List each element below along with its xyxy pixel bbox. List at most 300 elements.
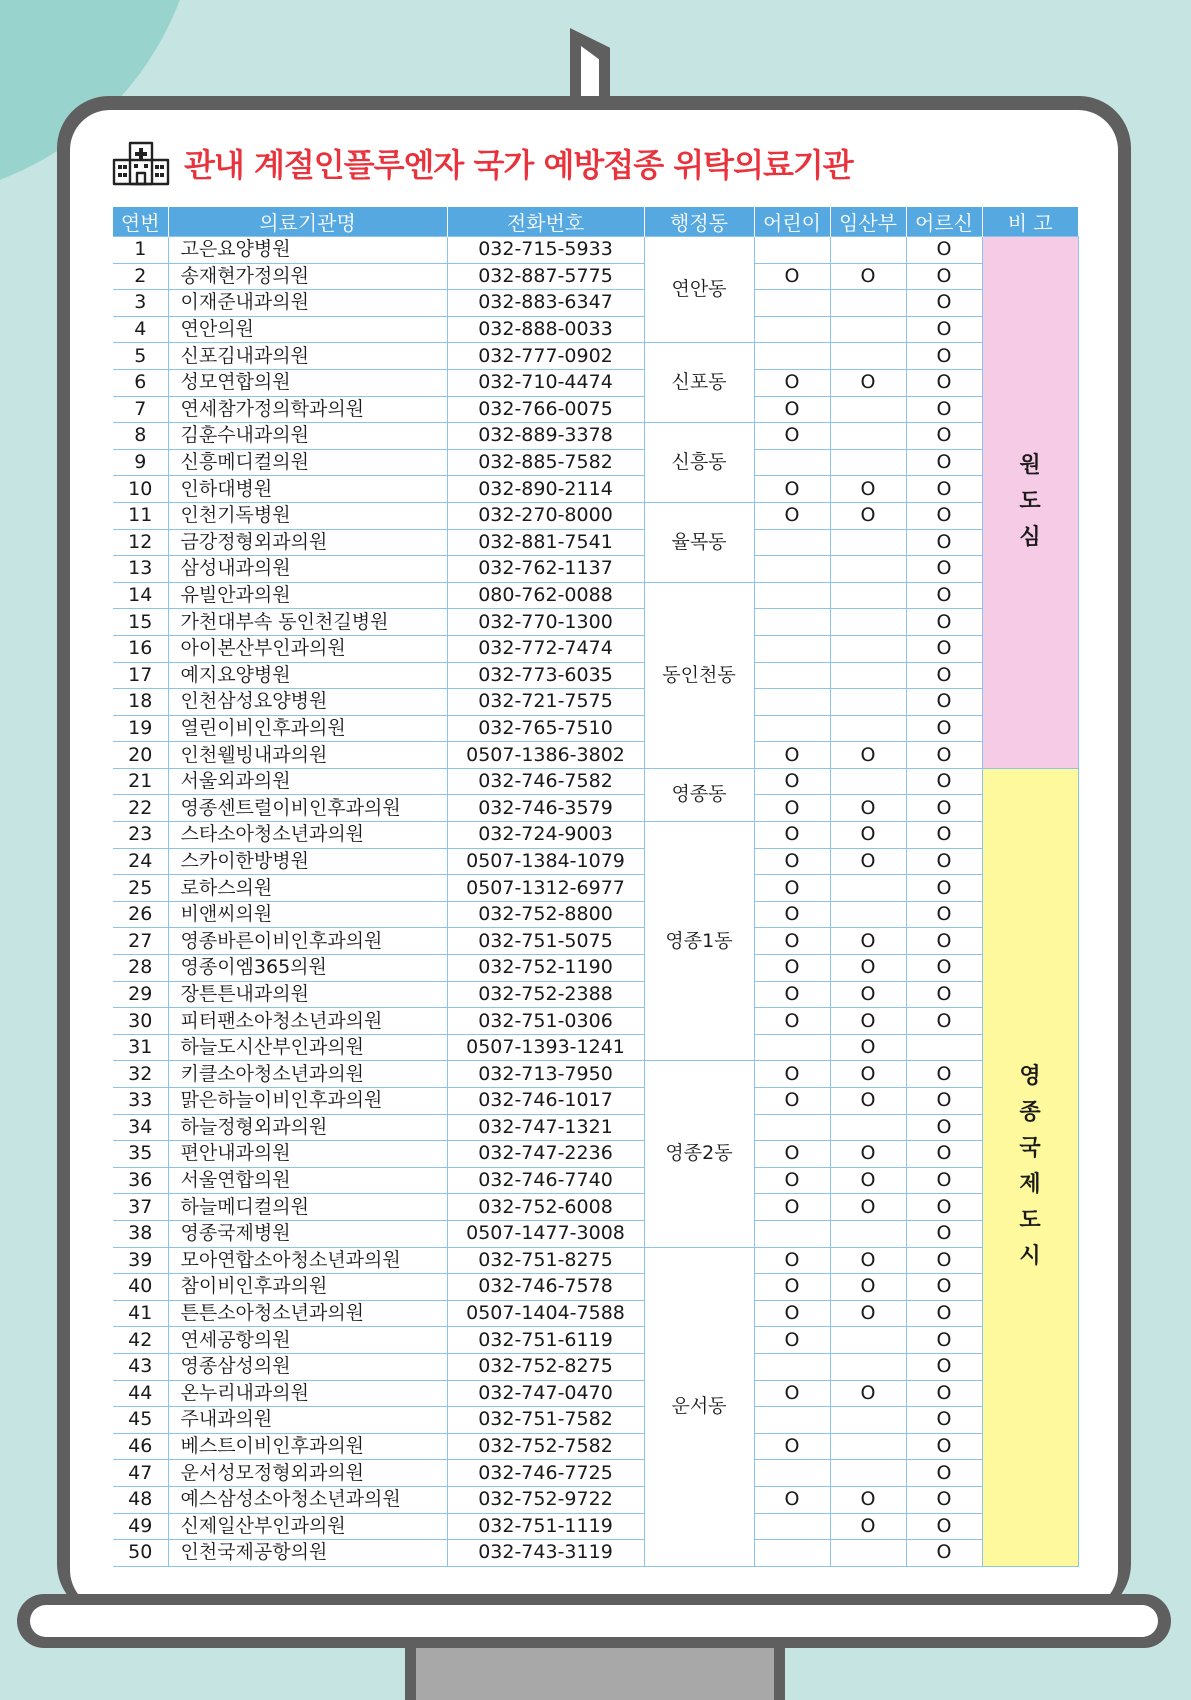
cell-name: 온누리내과의원 bbox=[168, 1380, 447, 1407]
stand-post-inner bbox=[416, 1640, 774, 1700]
cell-senior: O bbox=[906, 635, 982, 662]
region-label: 원도심 bbox=[1019, 453, 1041, 551]
table-row bbox=[113, 369, 1078, 396]
cell-phone: 032-724-9003 bbox=[447, 822, 644, 849]
cell-phone: 0507-1477-3008 bbox=[447, 1220, 644, 1247]
cell-pregnant bbox=[830, 237, 906, 264]
cell-phone: 032-772-7474 bbox=[447, 635, 644, 662]
cell-pregnant bbox=[830, 901, 906, 928]
table-row bbox=[113, 1353, 1078, 1380]
cell-senior: O bbox=[906, 1008, 982, 1035]
cell-no: 13 bbox=[113, 556, 168, 583]
cell-child: O bbox=[754, 768, 830, 795]
cell-child bbox=[754, 1220, 830, 1247]
cell-name: 모아연합소아청소년과의원 bbox=[168, 1247, 447, 1274]
table-row bbox=[113, 1486, 1078, 1513]
table-row bbox=[113, 1088, 1078, 1115]
cell-senior: O bbox=[906, 981, 982, 1008]
cell-name: 예지요양병원 bbox=[168, 662, 447, 689]
table-row bbox=[113, 1167, 1078, 1194]
table-row bbox=[113, 1034, 1078, 1061]
table-row bbox=[113, 955, 1078, 982]
cell-no: 38 bbox=[113, 1220, 168, 1247]
cell-phone: 032-889-3378 bbox=[447, 423, 644, 450]
cell-child bbox=[754, 715, 830, 742]
cell-child bbox=[754, 449, 830, 476]
cell-phone: 0507-1312-6977 bbox=[447, 875, 644, 902]
cell-name: 이재준내과의원 bbox=[168, 290, 447, 317]
table-row bbox=[113, 556, 1078, 583]
cell-phone: 032-746-1017 bbox=[447, 1088, 644, 1115]
cell-no: 43 bbox=[113, 1353, 168, 1380]
cell-name: 영종이엠365의원 bbox=[168, 955, 447, 982]
cell-child: O bbox=[754, 1327, 830, 1354]
cell-child bbox=[754, 343, 830, 370]
cell-senior: O bbox=[906, 742, 982, 769]
cell-phone: 032-747-2236 bbox=[447, 1141, 644, 1168]
cell-dong: 연안동 bbox=[644, 237, 754, 343]
cell-name: 비앤씨의원 bbox=[168, 901, 447, 928]
table-row bbox=[113, 1220, 1078, 1247]
cell-phone: 032-773-6035 bbox=[447, 662, 644, 689]
cell-pregnant: O bbox=[830, 1274, 906, 1301]
cell-senior: O bbox=[906, 768, 982, 795]
cell-senior: O bbox=[906, 1114, 982, 1141]
cell-child: O bbox=[754, 795, 830, 822]
cell-senior: O bbox=[906, 1380, 982, 1407]
cell-pregnant bbox=[830, 423, 906, 450]
cell-pregnant: O bbox=[830, 1247, 906, 1274]
cell-no: 22 bbox=[113, 795, 168, 822]
cell-phone: 032-746-7740 bbox=[447, 1167, 644, 1194]
cell-pregnant bbox=[830, 1327, 906, 1354]
cell-phone: 032-751-7582 bbox=[447, 1407, 644, 1434]
cell-pregnant: O bbox=[830, 928, 906, 955]
cell-child bbox=[754, 662, 830, 689]
cell-dong: 영종1동 bbox=[644, 822, 754, 1061]
cell-senior: O bbox=[906, 1194, 982, 1221]
cell-senior: O bbox=[906, 875, 982, 902]
cell-child: O bbox=[754, 901, 830, 928]
cell-child bbox=[754, 1540, 830, 1567]
cell-senior: O bbox=[906, 1540, 982, 1567]
cell-phone: 032-710-4474 bbox=[447, 369, 644, 396]
cell-name: 인천웰빙내과의원 bbox=[168, 742, 447, 769]
cell-no: 19 bbox=[113, 715, 168, 742]
cell-no: 17 bbox=[113, 662, 168, 689]
cell-no: 45 bbox=[113, 1407, 168, 1434]
cell-no: 5 bbox=[113, 343, 168, 370]
cell-no: 50 bbox=[113, 1540, 168, 1567]
cell-no: 27 bbox=[113, 928, 168, 955]
cell-name: 금강정형외과의원 bbox=[168, 529, 447, 556]
cell-no: 15 bbox=[113, 609, 168, 636]
cell-phone: 032-751-6119 bbox=[447, 1327, 644, 1354]
cell-region bbox=[982, 768, 1078, 1566]
table-row bbox=[113, 1141, 1078, 1168]
cell-no: 28 bbox=[113, 955, 168, 982]
cell-no: 8 bbox=[113, 423, 168, 450]
header-note: 비 고 bbox=[982, 207, 1078, 237]
table-row bbox=[113, 875, 1078, 902]
cell-pregnant bbox=[830, 875, 906, 902]
cell-child bbox=[754, 1353, 830, 1380]
cell-child: O bbox=[754, 1141, 830, 1168]
cell-dong: 신흥동 bbox=[644, 423, 754, 503]
cell-dong: 영종동 bbox=[644, 768, 754, 821]
cell-senior: O bbox=[906, 423, 982, 450]
header-phone: 전화번호 bbox=[447, 207, 644, 237]
cell-child: O bbox=[754, 476, 830, 503]
cell-pregnant bbox=[830, 316, 906, 343]
cell-pregnant: O bbox=[830, 795, 906, 822]
cell-pregnant: O bbox=[830, 822, 906, 849]
cell-child: O bbox=[754, 848, 830, 875]
cell-name: 영종삼성의원 bbox=[168, 1353, 447, 1380]
cell-senior: O bbox=[906, 1407, 982, 1434]
cell-senior: O bbox=[906, 662, 982, 689]
cell-phone: 032-766-0075 bbox=[447, 396, 644, 423]
page-title: 관내 계절인플루엔자 국가 예방접종 위탁의료기관 bbox=[184, 146, 853, 184]
cell-no: 26 bbox=[113, 901, 168, 928]
table-row bbox=[113, 343, 1078, 370]
cell-no: 16 bbox=[113, 635, 168, 662]
cell-phone: 032-751-1119 bbox=[447, 1513, 644, 1540]
table-row bbox=[113, 582, 1078, 609]
cell-phone: 032-752-9722 bbox=[447, 1486, 644, 1513]
cell-phone: 032-770-1300 bbox=[447, 609, 644, 636]
cell-senior: O bbox=[906, 529, 982, 556]
table-row bbox=[113, 502, 1078, 529]
cell-name: 맑은하늘이비인후과의원 bbox=[168, 1088, 447, 1115]
cell-pregnant bbox=[830, 1114, 906, 1141]
cell-no: 31 bbox=[113, 1034, 168, 1061]
cell-name: 편안내과의원 bbox=[168, 1141, 447, 1168]
cell-phone: 0507-1393-1241 bbox=[447, 1034, 644, 1061]
cell-senior: O bbox=[906, 1513, 982, 1540]
cell-phone: 032-752-2388 bbox=[447, 981, 644, 1008]
hospital-icon bbox=[112, 140, 170, 186]
cell-pregnant bbox=[830, 556, 906, 583]
cell-pregnant: O bbox=[830, 1194, 906, 1221]
cell-phone: 032-752-6008 bbox=[447, 1194, 644, 1221]
cell-phone: 032-746-7582 bbox=[447, 768, 644, 795]
cell-phone: 032-887-5775 bbox=[447, 263, 644, 290]
cell-name: 베스트이비인후과의원 bbox=[168, 1433, 447, 1460]
table-row bbox=[113, 1380, 1078, 1407]
cell-child bbox=[754, 689, 830, 716]
cell-pregnant bbox=[830, 1407, 906, 1434]
cell-name: 예스삼성소아청소년과의원 bbox=[168, 1486, 447, 1513]
cell-pregnant bbox=[830, 582, 906, 609]
cell-senior: O bbox=[906, 1327, 982, 1354]
header-no: 연번 bbox=[113, 207, 168, 237]
cell-phone: 0507-1384-1079 bbox=[447, 848, 644, 875]
cell-senior: O bbox=[906, 822, 982, 849]
table-row bbox=[113, 822, 1078, 849]
cell-name: 서울연합의원 bbox=[168, 1167, 447, 1194]
table-row bbox=[113, 901, 1078, 928]
table-row bbox=[113, 1114, 1078, 1141]
header-senior: 어르신 bbox=[906, 207, 982, 237]
cell-no: 1 bbox=[113, 237, 168, 264]
cell-senior: O bbox=[906, 476, 982, 503]
table-row bbox=[113, 290, 1078, 317]
cell-no: 3 bbox=[113, 290, 168, 317]
cell-child bbox=[754, 237, 830, 264]
cell-name: 인천기독병원 bbox=[168, 502, 447, 529]
table-row bbox=[113, 635, 1078, 662]
cell-name: 김훈수내과의원 bbox=[168, 423, 447, 450]
cell-no: 49 bbox=[113, 1513, 168, 1540]
cell-child: O bbox=[754, 369, 830, 396]
cell-pregnant: O bbox=[830, 476, 906, 503]
table-row bbox=[113, 742, 1078, 769]
cell-child bbox=[754, 556, 830, 583]
cell-pregnant: O bbox=[830, 1008, 906, 1035]
header-pregnant: 임산부 bbox=[830, 207, 906, 237]
cell-child bbox=[754, 316, 830, 343]
cell-name: 주내과의원 bbox=[168, 1407, 447, 1434]
table-row bbox=[113, 1513, 1078, 1540]
cell-pregnant bbox=[830, 768, 906, 795]
cell-pregnant bbox=[830, 529, 906, 556]
cell-senior: O bbox=[906, 955, 982, 982]
cell-name: 영종센트럴이비인후과의원 bbox=[168, 795, 447, 822]
cell-senior: O bbox=[906, 1167, 982, 1194]
table-row bbox=[113, 1194, 1078, 1221]
cell-phone: 032-751-5075 bbox=[447, 928, 644, 955]
cell-child: O bbox=[754, 742, 830, 769]
cell-name: 인천국제공항의원 bbox=[168, 1540, 447, 1567]
cell-pregnant: O bbox=[830, 1486, 906, 1513]
cell-no: 40 bbox=[113, 1274, 168, 1301]
cell-name: 고은요양병원 bbox=[168, 237, 447, 264]
cell-phone: 032-721-7575 bbox=[447, 689, 644, 716]
cell-senior: O bbox=[906, 1460, 982, 1487]
cell-senior: O bbox=[906, 369, 982, 396]
cell-senior: O bbox=[906, 1220, 982, 1247]
cell-child: O bbox=[754, 396, 830, 423]
cell-child: O bbox=[754, 822, 830, 849]
cell-phone: 032-752-7582 bbox=[447, 1433, 644, 1460]
cell-pregnant bbox=[830, 689, 906, 716]
cell-child: O bbox=[754, 1274, 830, 1301]
cell-name: 영종국제병원 bbox=[168, 1220, 447, 1247]
cell-no: 44 bbox=[113, 1380, 168, 1407]
cell-senior: O bbox=[906, 1353, 982, 1380]
table-row bbox=[113, 609, 1078, 636]
cell-no: 21 bbox=[113, 768, 168, 795]
cell-child bbox=[754, 1513, 830, 1540]
cell-senior: O bbox=[906, 715, 982, 742]
cell-no: 48 bbox=[113, 1486, 168, 1513]
cell-name: 열린이비인후과의원 bbox=[168, 715, 447, 742]
cell-senior: O bbox=[906, 1247, 982, 1274]
cell-name: 참이비인후과의원 bbox=[168, 1274, 447, 1301]
cell-child: O bbox=[754, 1194, 830, 1221]
cell-child: O bbox=[754, 875, 830, 902]
cell-no: 42 bbox=[113, 1327, 168, 1354]
cell-senior: O bbox=[906, 1061, 982, 1088]
table-row bbox=[113, 396, 1078, 423]
cell-phone: 032-746-7578 bbox=[447, 1274, 644, 1301]
cell-child: O bbox=[754, 981, 830, 1008]
cell-senior: O bbox=[906, 1088, 982, 1115]
cell-pregnant: O bbox=[830, 848, 906, 875]
region-label: 영종국제도시 bbox=[1019, 1064, 1041, 1270]
cell-senior: O bbox=[906, 1141, 982, 1168]
cell-no: 23 bbox=[113, 822, 168, 849]
cell-name: 하늘도시산부인과의원 bbox=[168, 1034, 447, 1061]
cell-dong: 신포동 bbox=[644, 343, 754, 423]
header-child: 어린이 bbox=[754, 207, 830, 237]
cell-phone: 032-885-7582 bbox=[447, 449, 644, 476]
cell-no: 2 bbox=[113, 263, 168, 290]
cell-no: 47 bbox=[113, 1460, 168, 1487]
cell-pregnant bbox=[830, 662, 906, 689]
cell-no: 39 bbox=[113, 1247, 168, 1274]
cell-name: 유빌안과의원 bbox=[168, 582, 447, 609]
table-row bbox=[113, 476, 1078, 503]
table-row bbox=[113, 449, 1078, 476]
cell-phone: 032-752-1190 bbox=[447, 955, 644, 982]
cell-pregnant: O bbox=[830, 955, 906, 982]
cell-pregnant bbox=[830, 1433, 906, 1460]
cell-pregnant: O bbox=[830, 502, 906, 529]
cell-child bbox=[754, 1114, 830, 1141]
cell-phone: 032-890-2114 bbox=[447, 476, 644, 503]
cell-pregnant: O bbox=[830, 1141, 906, 1168]
cell-dong: 율목동 bbox=[644, 502, 754, 582]
cell-phone: 032-883-6347 bbox=[447, 290, 644, 317]
cell-no: 37 bbox=[113, 1194, 168, 1221]
cell-name: 연세공항의원 bbox=[168, 1327, 447, 1354]
cell-senior: O bbox=[906, 582, 982, 609]
cell-dong: 동인천동 bbox=[644, 582, 754, 768]
cell-pregnant bbox=[830, 396, 906, 423]
cell-child bbox=[754, 1407, 830, 1434]
table-row bbox=[113, 1433, 1078, 1460]
table-row bbox=[113, 529, 1078, 556]
cell-no: 11 bbox=[113, 502, 168, 529]
cell-child: O bbox=[754, 1380, 830, 1407]
cell-senior: O bbox=[906, 556, 982, 583]
cell-no: 20 bbox=[113, 742, 168, 769]
cell-pregnant bbox=[830, 1220, 906, 1247]
cell-child: O bbox=[754, 928, 830, 955]
cell-name: 송재현가정의원 bbox=[168, 263, 447, 290]
cell-no: 32 bbox=[113, 1061, 168, 1088]
table-row bbox=[113, 1540, 1078, 1567]
cell-no: 29 bbox=[113, 981, 168, 1008]
cell-name: 장튼튼내과의원 bbox=[168, 981, 447, 1008]
cell-senior: O bbox=[906, 237, 982, 264]
cell-phone: 032-752-8800 bbox=[447, 901, 644, 928]
cell-no: 25 bbox=[113, 875, 168, 902]
cell-pregnant: O bbox=[830, 1513, 906, 1540]
cell-child: O bbox=[754, 263, 830, 290]
cell-phone: 032-747-1321 bbox=[447, 1114, 644, 1141]
cell-phone: 032-713-7950 bbox=[447, 1061, 644, 1088]
table-row bbox=[113, 928, 1078, 955]
table-header-row bbox=[113, 207, 1078, 237]
cell-dong: 운서동 bbox=[644, 1247, 754, 1566]
cell-name: 성모연합의원 bbox=[168, 369, 447, 396]
table-row bbox=[113, 715, 1078, 742]
cell-phone: 032-715-5933 bbox=[447, 237, 644, 264]
cell-pregnant bbox=[830, 715, 906, 742]
cell-name: 피터팬소아청소년과의원 bbox=[168, 1008, 447, 1035]
cell-phone: 032-777-0902 bbox=[447, 343, 644, 370]
cell-pregnant: O bbox=[830, 1061, 906, 1088]
table-body bbox=[113, 237, 1078, 1567]
cell-senior: O bbox=[906, 901, 982, 928]
cell-senior: O bbox=[906, 316, 982, 343]
cell-child: O bbox=[754, 1486, 830, 1513]
cell-pregnant bbox=[830, 609, 906, 636]
cell-child bbox=[754, 1034, 830, 1061]
cell-pregnant: O bbox=[830, 1380, 906, 1407]
cell-name: 신흥메디컬의원 bbox=[168, 449, 447, 476]
table-row bbox=[113, 1300, 1078, 1327]
cell-no: 24 bbox=[113, 848, 168, 875]
cell-pregnant: O bbox=[830, 1167, 906, 1194]
table-row bbox=[113, 316, 1078, 343]
cell-name: 하늘정형외과의원 bbox=[168, 1114, 447, 1141]
cell-pregnant bbox=[830, 1540, 906, 1567]
cell-senior: O bbox=[906, 502, 982, 529]
cell-no: 33 bbox=[113, 1088, 168, 1115]
cell-pregnant: O bbox=[830, 369, 906, 396]
cell-pregnant bbox=[830, 1353, 906, 1380]
cell-name: 가천대부속 동인천길병원 bbox=[168, 609, 447, 636]
cell-child: O bbox=[754, 1167, 830, 1194]
cell-no: 34 bbox=[113, 1114, 168, 1141]
cell-senior: O bbox=[906, 1274, 982, 1301]
cell-phone: 032-743-3119 bbox=[447, 1540, 644, 1567]
cell-senior: O bbox=[906, 1433, 982, 1460]
cell-child: O bbox=[754, 423, 830, 450]
cell-phone: 0507-1386-3802 bbox=[447, 742, 644, 769]
cell-name: 스타소아청소년과의원 bbox=[168, 822, 447, 849]
table-row bbox=[113, 1247, 1078, 1274]
header-name: 의료기관명 bbox=[168, 207, 447, 237]
cell-name: 서울외과의원 bbox=[168, 768, 447, 795]
cell-phone: 032-747-0470 bbox=[447, 1380, 644, 1407]
cell-senior: O bbox=[906, 609, 982, 636]
cell-region bbox=[982, 237, 1078, 769]
cell-no: 12 bbox=[113, 529, 168, 556]
cell-child: O bbox=[754, 502, 830, 529]
cell-phone: 032-746-7725 bbox=[447, 1460, 644, 1487]
cell-child bbox=[754, 635, 830, 662]
cell-phone: 032-270-8000 bbox=[447, 502, 644, 529]
cell-name: 인하대병원 bbox=[168, 476, 447, 503]
cell-child: O bbox=[754, 955, 830, 982]
cell-pregnant: O bbox=[830, 1034, 906, 1061]
cell-pregnant: O bbox=[830, 1088, 906, 1115]
cell-pregnant bbox=[830, 635, 906, 662]
cell-senior: O bbox=[906, 689, 982, 716]
cell-pregnant bbox=[830, 343, 906, 370]
title-bar bbox=[112, 140, 853, 186]
table-row bbox=[113, 237, 1078, 264]
cell-child: O bbox=[754, 1433, 830, 1460]
cell-name: 로하스의원 bbox=[168, 875, 447, 902]
cell-child bbox=[754, 1460, 830, 1487]
cell-phone: 032-751-8275 bbox=[447, 1247, 644, 1274]
